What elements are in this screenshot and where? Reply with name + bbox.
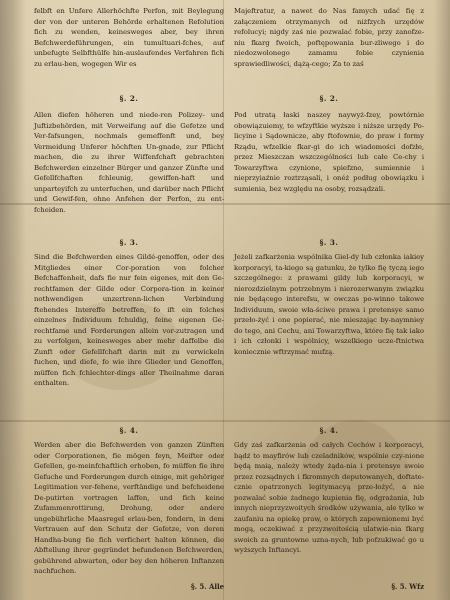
section-heading: §. 3.: [119, 238, 139, 247]
catchword: §. 5. Alle: [191, 582, 224, 591]
section-heading: §. 2.: [119, 94, 139, 103]
polish-column: [234, 6, 424, 596]
catchword: §. 5. Wfz: [391, 582, 424, 591]
paragraph-text: felbft en Unfere Allerhöchfte Perfon, mit Beylegung der von der unteren Behörde erhaltenen Refolution fich zu wenden, keinesweges aber, bey ihren Befchwerdeführungen, ein tumultuari-fches, auf unbefugte Selbfthülfe hin-auslaufendes Verfahren fich zu erlau-ben, wogegen Wir es: [34, 7, 224, 68]
section-heading: §. 4.: [119, 426, 139, 435]
paragraph-text: Jeżeli zafkarżenia wspólnika Giel-dy lub członka iakiey korporacyi, ta-kiego są gatunku, że tylko fię tyczą iego szczególnego: z prawami gildy lub korporacyi, w nierozdzielnym potrzebnym i nierozerwanym związku nie będącego interefsu, w owczas po-winno takowe Individuum, swoie wła-ściwe prawa i pretensye samo przeło-żyć i one popierać, nie mieszając by-naymniey do tego, ani Cechu, ani Towarzyftwa, które fię tak iako i ich członki i wspólnicy, wszelkiego ucze-ftnictwa koniecznie wftrzymać mufzą.: [234, 253, 424, 356]
section-heading: §. 2.: [319, 94, 339, 103]
section-heading: §. 3.: [319, 238, 339, 247]
german-column: [34, 6, 224, 596]
paragraph-text: Gdy zaś zafkarżenia od całych Cechów i korporacyi, bądź to mayfirów lub czeladników, wspólnie czy-nione będą maią, należy wtedy żąda-nia i pretensye swoie przez rozsądnych i fkromnych deputowanych, doftate-cznie opatrzonych legitymacyą prze-łożyć, a nie pozwalać sobie żadnego kupienia fię, odgrażania, lub innych nieprzyzwoitych środków używania, ale tylko w zaufaniu na opiekę praw, o których zapewnionemi być mogą, oczekiwać z przyzwoitością ulatwie-nia fkarg swoich za gruntowne uzna-nych, lub pofzukiwać go u wyższych Inftancyi.: [234, 441, 424, 554]
page-shadow-right: [434, 0, 450, 600]
paragraph-text: Sind die Befchwerden eines Gildé-genoffen, oder des Mitgliedes einer Cor-poration von folcher Befchaffenheit, dafs fie nur fein eigenes, mit den Ge-rechtfamen der Gilde oder Corpora-tion in keiner nothwendigen unzertrenn-lichen Verbindung ftehendes Intereffe betreffen, fo ift ein folches einzelnes Individuum fchuldig, feine eigenen Ge-rechtfame und Forderungen allein vor-zutragen und zu verfolgen, keinesweges aber mehr daffelbe die Zunft oder Gefellfchaft darin mit zu verwickeln fuchen, und diefe, fo wie ihre Glieder und Genoffen, müffen fich fchlechter-dings aller Theilnahme daran enthalten.: [34, 253, 224, 387]
paragraph-text: Majeftratur, a nawet do Nas famych udać fię z załączeniem otrzymanych od niżfzych urzędów refolucyi; nigdy zaś nie pozwalać fobie, przy zanofze-niu fkarg fwoich, poftępowania bur-zliwego i do niedozwolonego zamamu fobie czynienia sprawiedliwości, dążą-cego; Za to zaś: [234, 7, 424, 68]
page-shadow-left: [0, 0, 26, 600]
paragraph-text: Allen diefen höheren und niede-ren Polizey- und Juftizbehörden, mit Verweifung auf die Gefetze und Ver-fafsungen, nochmals gemeffenft und, bey Vermeidung Unferer höchften Un-gnade, zur Pflicht machen, die zu ihrer Wiffenfchaft gebrachten Befchwerden einzelner Bürger und ganzer Zünfte und Gefellfchaften fchleunig, gewiffen-haft und unparteyifch zu unterfuchen, und darüber nach Pflicht und Gewif-fen, ohne Anfehen der Perfon, zu ent-fcheiden.: [34, 111, 224, 214]
paragraph-text: Werden aber die Befchwerden von ganzen Zünften oder Corporationen, fie mögen feyn, Meifter oder Gefellen, ge-meinfchaftlich erhoben, fo müffen fie ihre Gefuche und Forderungen durch einige, mit gehöriger Legitimation ver-fehene, verftändige und befcheidene De-putirten vortragen laffen, und fich keine Zufammenrottirung, Drohung, oder andere ungebührliche Maasregel erlau-ben, fondern, in dem Vertrauen auf den Schutz der Gefetze, von deren Handha-bung fie fich verfichert halten können, die Abftellung ihrer gegründet befundenen Befchwerden, gebührend abwarten, oder bey den höheren Inftanzen nachfuchen.: [34, 441, 224, 575]
section-heading: §. 4.: [319, 426, 339, 435]
paragraph-text: Pod utratą łaski naszey naywyż-fzey, powtórnie obowiązuiemy, te wfzyftkie wyższe i niższe urzędy Po-licyine i Sądownicze, aby ftofownie, do praw i formy Rządu, wfzelkie fkar-gi do ich wiadomości dofzłe, przez Mieszczan wszczególności lub całe Ce-chy i Towarzyftwa czynione, spiefzno, sumiennie i nieprzyiaźnie roztrząsali, i onéż podług obowiązku i sumienia, bez względu na osoby, rozsądzali.: [234, 111, 424, 193]
